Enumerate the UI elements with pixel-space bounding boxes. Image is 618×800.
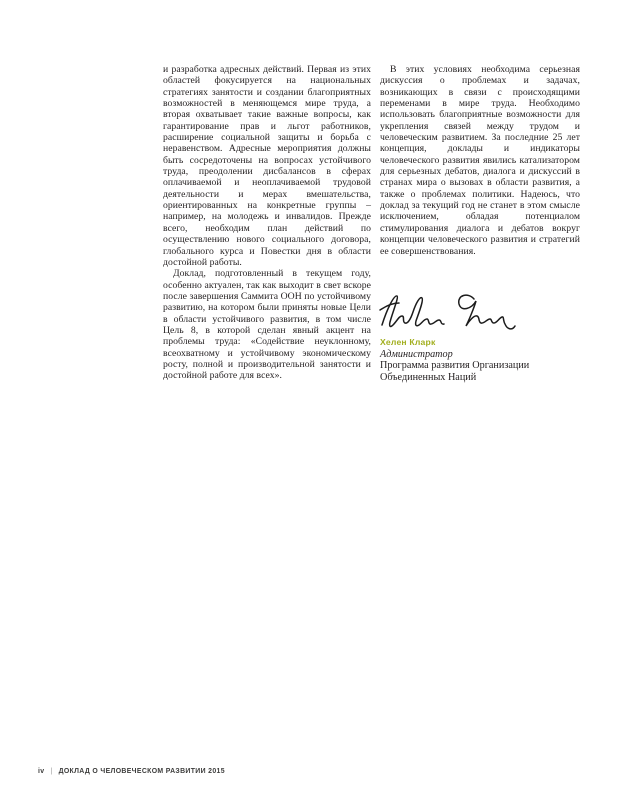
signatory-org-line2: Объединенных Наций (380, 372, 477, 384)
two-column-text (163, 64, 580, 384)
signatory-title: Администратор (380, 348, 453, 360)
signatory-org-line1: Программа развития Организации (380, 359, 530, 371)
paragraph-report-context: Доклад, подготовленный в текущем году, особенно актуален, так как выходит в свет вскоре после завершения Саммита ООН по устойчивому развитию, на котором были приняты новые Цели в области устойчивого развития, в том числе Цель 8, в которой сделан явный акцент на проблемы труда: «Содействие неуклонному, всеохватному и устойчивому экономическому росту, полной и производительной занятости и достойной работе для всех». (163, 268, 371, 382)
page-number: iv (38, 768, 45, 775)
footer-report-title: ДОКЛАД О ЧЕЛОВЕЧЕСКОМ РАЗВИТИИ 2015 (58, 768, 225, 775)
paragraph-closing: В этих условиях необходима серьезная дискуссия о проблемах и задачах, возникающих в связи с происходящими переменами в мире труда. Необходимо использовать благоприятные возможности для укрепления связей между трудом и человеческим развитием. За последние 25 лет концепция, доклады и индикаторы человеческого развития явились катализатором для серьезных дебатов, диалога и дискуссий в странах мира о вызовах в области развития, а также о проблемах политики. Надеюсь, что доклад за текущий год не станет в этом смысле исключением, обладая потенциалом стимулирования диалога и дебатов вокруг концепции человеческого развития и стратегий ее совершенствования. (380, 64, 580, 257)
page-footer (38, 768, 225, 775)
paragraph-continuation: и разработка адресных действий. Первая из этих областей фокусируется на национальных стратегиях занятости и создании благоприятных возможностей в меняющемся мире труда, а вторая охватывает такие важные вопросы, как гарантирование прав и льгот работников, расширение социальной защиты и борьба с неравенством. Адресные мероприятия должны быть сосредоточены на вопросах устойчивого труда, преодолении дисбалансов в сферах оплачиваемой и неоплачиваемой трудовой деятельности и мерах вмешательства, ориентированных на конкретные группы – например, на молодежь и инвалидов. Прежде всего, необходим план действий по осуществлению нового социального договора, глобального курса и Повестки дня в области достойной работы. (163, 64, 371, 268)
text-column-right (380, 64, 580, 384)
signature-block (380, 290, 580, 384)
footer-separator: | (50, 768, 53, 775)
text-column-left (163, 64, 371, 384)
signatory-name: Хелен Кларк (380, 336, 436, 347)
handwritten-signature-icon (378, 290, 516, 334)
